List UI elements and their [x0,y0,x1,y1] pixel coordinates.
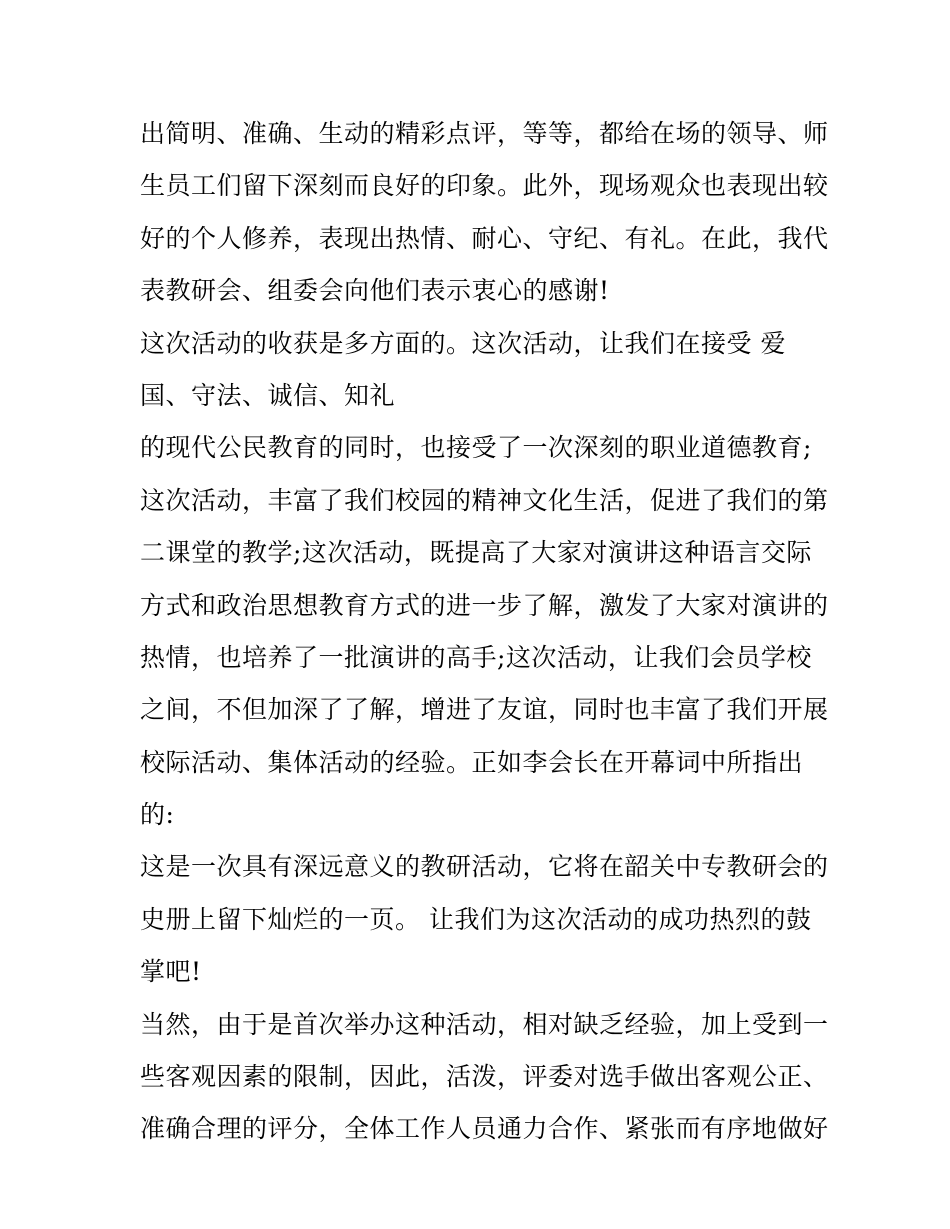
text-line: 这次活动，丰富了我们校园的精神文化生活，促进了我们的第 [140,485,829,515]
text-line: 掌吧! [140,957,202,987]
text-line: 的现代公民教育的同时，也接受了一次深刻的职业道德教育; [140,433,812,463]
text-line: 国、守法、诚信、知礼 [140,380,396,410]
text-line: 之间，不但加深了了解，增进了友谊，同时也丰富了我们开展 [140,695,829,725]
text-line: 史册上留下灿烂的一页。 让我们为这次活动的成功热烈的鼓 [140,904,812,934]
text-line: 的: [140,800,175,830]
text-line: 这是一次具有深远意义的教研活动，它将在韶关中专教研会的 [140,852,829,882]
text-line: 方式和政治思想教育方式的进一步了解，激发了大家对演讲的 [140,590,829,620]
text-line: 生员工们留下深刻而良好的印象。此外，现场观众也表现出较 [140,171,829,201]
text-line: 准确合理的评分，全体工作人员通力合作、紧张而有序地做好 [140,1114,829,1144]
text-line: 好的个人修养，表现出热情、耐心、守纪、有礼。在此，我代 [140,223,829,253]
document-body [140,108,829,1156]
text-line: 校际活动、集体活动的经验。正如李会长在开幕词中所指出 [140,747,804,777]
text-line: 表教研会、组委会向他们表示衷心的感谢! [140,276,610,306]
text-line: 出简明、准确、生动的精彩点评，等等，都给在场的领导、师 [140,119,829,148]
text-line: 这次活动的收获是多方面的。这次活动，让我们在接受 爱 [140,328,786,358]
text-line: 二课堂的教学;这次活动，既提高了大家对演讲这种语言交际 [140,538,812,568]
text-line: 热情，也培养了一批演讲的高手;这次活动，让我们会员学校 [140,642,812,672]
text-line: 些客观因素的限制，因此，活泼，评委对选手做出客观公正、 [140,1062,829,1092]
text-line: 当然，由于是首次举办这种活动，相对缺乏经验，加上受到一 [140,1009,829,1039]
